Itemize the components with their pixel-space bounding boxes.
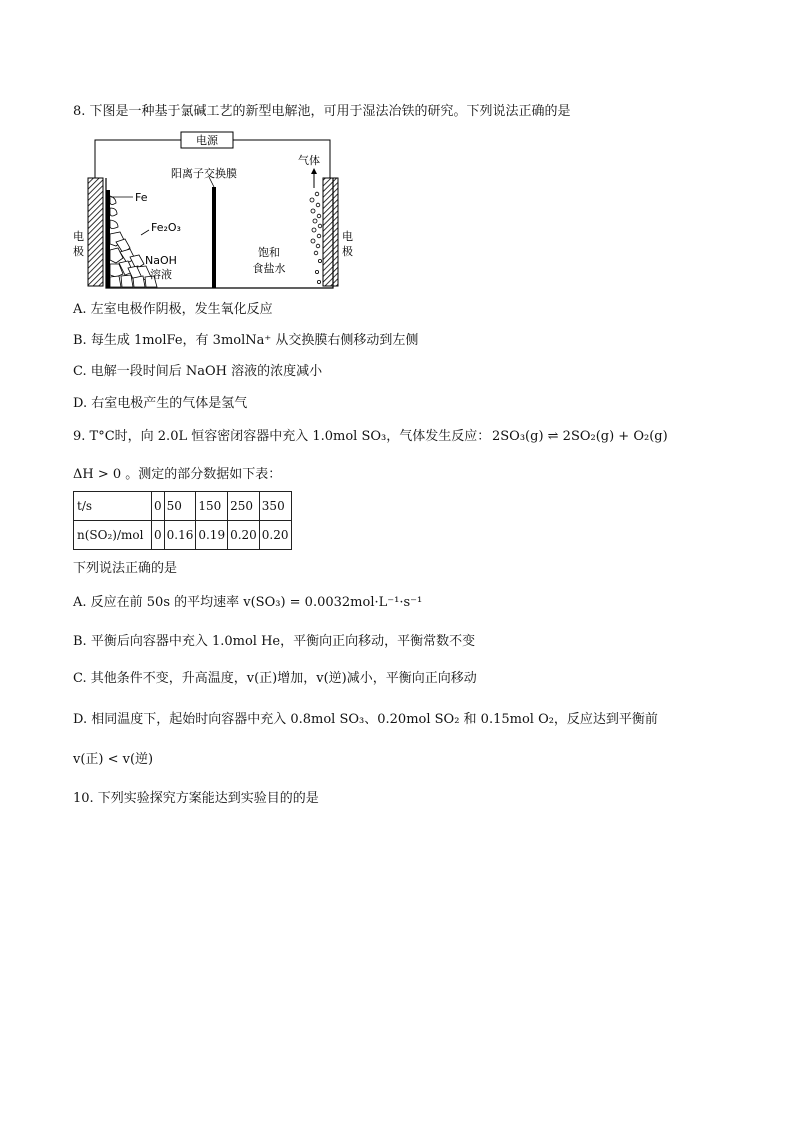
q9-data-table: [73, 491, 292, 550]
table-cell: 0: [152, 492, 165, 521]
table-cell: 150: [196, 492, 228, 521]
table-head-moles: n(SO₂)/mol: [74, 521, 152, 550]
fe-label: Fe: [135, 191, 148, 204]
power-supply-label: 电源: [196, 134, 218, 147]
gas-label: 气体: [298, 154, 320, 167]
q8-option-a[interactable]: A. 左室电极作阴极，发生氧化反应: [73, 302, 273, 317]
q9-option-d[interactable]: D. 相同温度下，起始时向容器中充入 0.8mol SO₃、0.20mol SO₂ 和 0.15mol O₂，反应达到平衡前: [73, 712, 658, 727]
brine-label-line1: 饱和: [258, 246, 280, 259]
table-head-time: t/s: [74, 492, 152, 521]
q9-stem: 9. T°C时，向 2.0L 恒容密闭容器中充入 1.0mol SO₃，气体发生反应：: [73, 429, 491, 444]
gas-arrowhead: [311, 168, 317, 174]
q9-prompt: 下列说法正确的是: [73, 561, 178, 576]
q8-option-d[interactable]: D. 右室电极产生的气体是氢气: [73, 396, 248, 411]
iron-plate: [106, 190, 110, 288]
q9-option-b[interactable]: B. 平衡后向容器中充入 1.0mol He，平衡向正向移动，平衡常数不变: [73, 634, 476, 649]
table-cell: 250: [228, 492, 260, 521]
wire-left: [95, 140, 181, 178]
table-cell: 0.20: [228, 521, 260, 550]
fe2o3-label: Fe₂O₃: [151, 221, 181, 234]
membrane-label: 阳离子交换膜: [171, 167, 237, 180]
q9-reaction-equation: 2SO₃(g) ⇌ 2SO₂(g) + O₂(g): [492, 429, 668, 444]
cation-exchange-membrane: [212, 187, 216, 288]
table-cell: 350: [259, 492, 291, 521]
table-cell: 50: [164, 492, 196, 521]
naoh-label-line2: 溶液: [150, 268, 172, 281]
left-electrode-label-2: 极: [73, 245, 84, 258]
table-row: [74, 492, 292, 521]
table-cell: 0: [152, 521, 165, 550]
q8-stem: 8. 下图是一种基于氯碱工艺的新型电解池，可用于湿法冶铁的研究。下列说法正确的是: [73, 104, 571, 119]
brine-label-line2: 食盐水: [252, 262, 286, 275]
naoh-label-line1: NaOH: [145, 254, 177, 267]
electrolysis-cell-diagram: [73, 130, 373, 295]
table-row: [74, 521, 292, 550]
table-cell: 0.16: [164, 521, 196, 550]
q9-option-c[interactable]: C. 其他条件不变，升高温度，v(正)增加，v(逆)减小，平衡向正向移动: [73, 671, 477, 686]
table-cell: 0.19: [196, 521, 228, 550]
q9-option-d-continued: v(正) < v(逆): [73, 752, 154, 767]
q10-stem: 10. 下列实验探究方案能达到实验目的的是: [73, 791, 319, 806]
q9-option-a[interactable]: A. 反应在前 50s 的平均速率 v(SO₃) = 0.0032mol·L⁻¹·s⁻¹: [73, 595, 423, 610]
right-electrode: [323, 178, 338, 286]
gas-bubbles: [310, 192, 322, 283]
fe2o3-pointer: [141, 230, 149, 235]
right-electrode-label-1: 电: [342, 230, 353, 243]
right-electrode-label-2: 极: [342, 245, 353, 258]
left-electrode: [88, 178, 103, 286]
q9-enthalpy-note: ΔH > 0 。测定的部分数据如下表：: [73, 467, 282, 482]
table-cell: 0.20: [259, 521, 291, 550]
left-electrode-label-1: 电: [73, 230, 84, 243]
q8-option-c[interactable]: C. 电解一段时间后 NaOH 溶液的浓度减小: [73, 364, 323, 379]
q8-option-b[interactable]: B. 每生成 1molFe，有 3molNa⁺ 从交换膜右侧移动到左侧: [73, 333, 419, 348]
